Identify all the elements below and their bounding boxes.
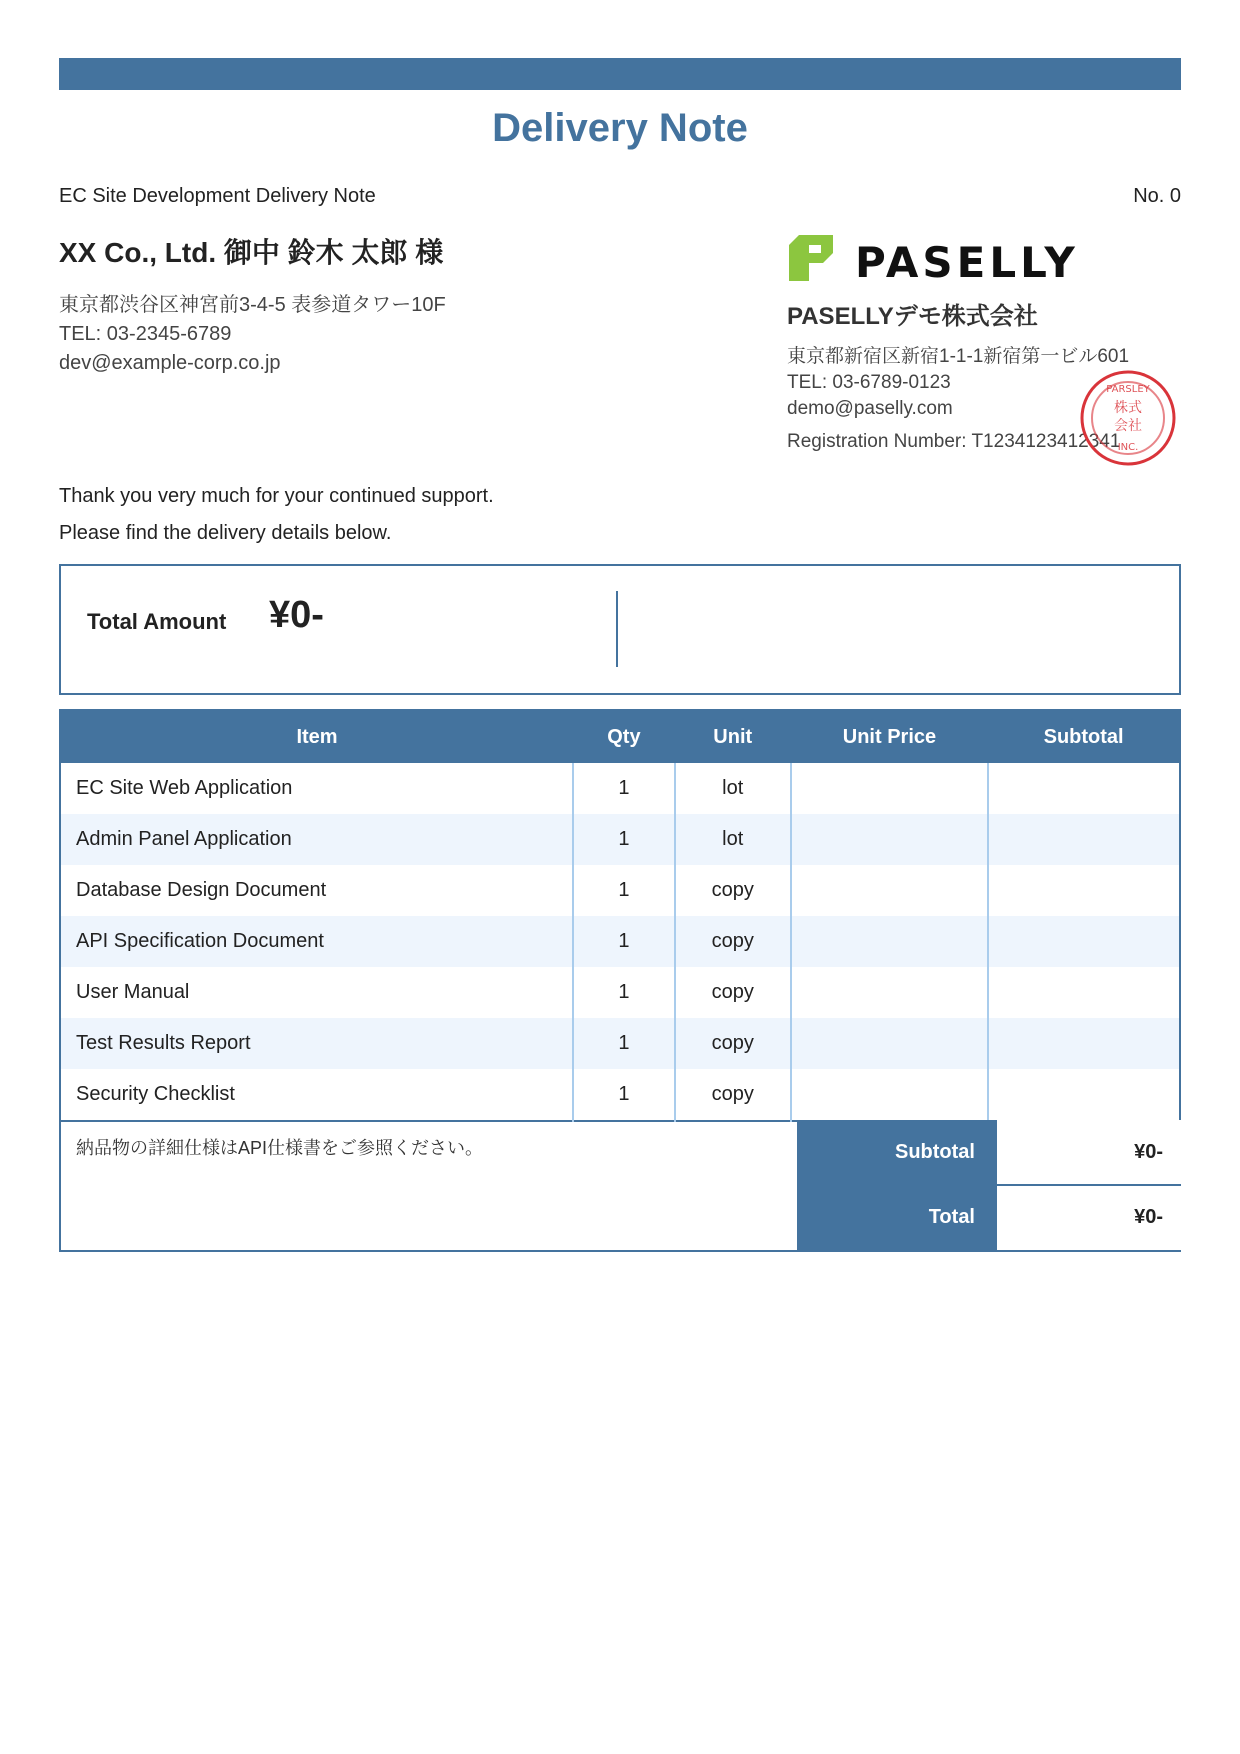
item-name: Database Design Document: [76, 879, 327, 901]
item-name: Security Checklist: [76, 1083, 235, 1105]
item-unit: lot: [675, 814, 791, 865]
item-subtotal: [988, 763, 1180, 814]
header-unit: Unit: [675, 710, 791, 763]
seller-address: 東京都新宿区新宿1-1-1新宿第一ビル601: [787, 346, 1130, 367]
item-unit-price: [791, 967, 989, 1018]
registration-number: Registration Number: T1234123412341: [787, 431, 1121, 452]
item-unit-price: [791, 814, 989, 865]
item-subtotal: [988, 1069, 1180, 1121]
seller-tel: TEL: 03-6789-0123: [787, 372, 951, 393]
item-unit: copy: [675, 967, 791, 1018]
company-logo: [787, 231, 1087, 285]
logo-text: PASELLY: [855, 238, 1079, 285]
company-seal-icon: [1078, 368, 1178, 468]
item-subtotal: [988, 967, 1180, 1018]
item-qty: 1: [573, 967, 675, 1018]
item-name: EC Site Web Application: [76, 777, 293, 799]
client-tel: TEL: 03-2345-6789: [59, 323, 232, 345]
item-qty: 1: [573, 1018, 675, 1069]
greeting: [59, 478, 494, 552]
client-address: 東京都渋谷区神宮前3-4-5 表参道タワー10F: [59, 294, 446, 316]
header-qty: Qty: [573, 710, 675, 763]
summary-values: [995, 1120, 1181, 1250]
item-subtotal: [988, 916, 1180, 967]
document-subject: EC Site Development Delivery Note: [59, 185, 376, 207]
seller-name: PASELLYデモ株式会社: [787, 303, 1038, 330]
table-row: [60, 916, 1180, 967]
item-qty: 1: [573, 1069, 675, 1121]
svg-text:会社: 会社: [1114, 418, 1142, 434]
table-row: [60, 865, 1180, 916]
item-name: User Manual: [76, 981, 190, 1003]
logo-mark-icon: [789, 235, 833, 281]
item-subtotal: [988, 814, 1180, 865]
greeting-line-2: Please find the delivery details below.: [59, 522, 392, 544]
header-item: Item: [60, 710, 573, 763]
header-unit-price: Unit Price: [791, 710, 989, 763]
item-qty: 1: [573, 916, 675, 967]
table-row: [60, 763, 1180, 814]
item-unit: lot: [675, 763, 791, 814]
total-value: ¥0-: [1134, 1206, 1163, 1228]
svg-text:INC.: INC.: [1117, 442, 1139, 453]
item-unit-price: [791, 865, 989, 916]
item-unit-price: [791, 916, 989, 967]
summary-labels: [797, 1120, 995, 1250]
client-info: [59, 291, 446, 378]
table-row: [60, 814, 1180, 865]
item-name: API Specification Document: [60, 916, 573, 967]
header-subtotal: Subtotal: [988, 710, 1180, 763]
item-unit-price: [791, 1069, 989, 1121]
item-subtotal: [988, 1018, 1180, 1069]
item-unit: copy: [675, 865, 791, 916]
client-email: dev@example-corp.co.jp: [59, 352, 281, 374]
greeting-line-1: Thank you very much for your continued support.: [59, 485, 494, 507]
item-qty: 1: [573, 865, 675, 916]
table-footer: [59, 1120, 1181, 1252]
header-bar: [59, 58, 1181, 90]
item-unit: copy: [675, 916, 791, 967]
delivery-note-remark: 納品物の詳細仕様はAPI仕様書をご参照ください。: [76, 1138, 484, 1158]
item-unit-price: [791, 763, 989, 814]
items-table: [59, 709, 1181, 1122]
svg-text:PARSLEY: PARSLEY: [1106, 384, 1150, 395]
summary-separator: [997, 1184, 1181, 1186]
item-name: Admin Panel Application: [60, 814, 573, 865]
item-name: Test Results Report: [60, 1018, 573, 1069]
item-subtotal: [988, 865, 1180, 916]
item-unit-price: [791, 1018, 989, 1069]
table-header-row: [60, 710, 1180, 763]
total-amount-label: Total Amount: [87, 609, 227, 634]
document-title: Delivery Note: [492, 106, 748, 150]
table-row: [60, 967, 1180, 1018]
total-box-divider: [616, 591, 618, 667]
table-row: [60, 1018, 1180, 1069]
document-number: No. 0: [1133, 185, 1181, 207]
svg-text:株式: 株式: [1114, 400, 1142, 416]
table-row: [60, 1069, 1180, 1121]
item-unit: copy: [675, 1018, 791, 1069]
client-name: XX Co., Ltd. 御中 鈴木 太郎 様: [59, 237, 444, 268]
item-unit: copy: [675, 1069, 791, 1121]
total-amount-value: ¥0-: [269, 594, 324, 636]
total-label: Total: [928, 1206, 975, 1228]
item-qty: 1: [573, 814, 675, 865]
total-amount-box: [59, 564, 1181, 695]
subtotal-value: ¥0-: [1134, 1141, 1163, 1163]
seller-email: demo@paselly.com: [787, 398, 953, 419]
subtotal-label: Subtotal: [895, 1141, 975, 1163]
item-qty: 1: [573, 763, 675, 814]
